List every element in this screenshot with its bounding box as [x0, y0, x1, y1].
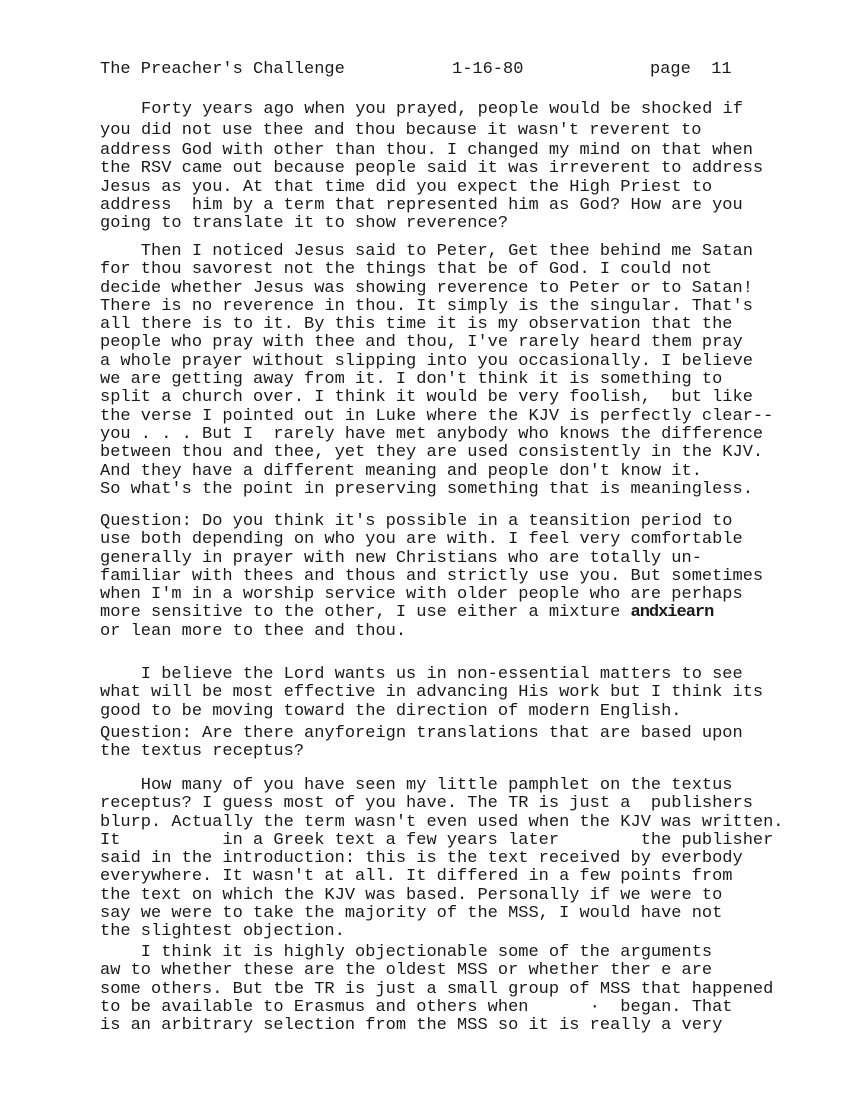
text-line: going to translate it to show reverence?	[100, 214, 509, 234]
text-line: It in a Greek text a few years later the publisher	[100, 830, 774, 850]
opening-line-2a: you	[100, 121, 131, 140]
text-line: all there is to it. By this time it is my observation that the	[100, 315, 733, 335]
text-line: say we were to take the majority of the MSS, I would have not	[100, 904, 723, 924]
text-line: Then I noticed Jesus said to Peter, Get thee behind me Satan	[100, 242, 753, 261]
text-line: the text on which the KJV was based. Personally if we were to	[100, 885, 723, 905]
text-line: the slightest objection.	[100, 922, 345, 942]
text-line: How many of you have seen my little pamphlet on the textus	[100, 776, 733, 795]
struck-text: andxiearn	[630, 603, 714, 623]
opening-line-1: Forty years ago when you prayed, people would be shocked if	[141, 100, 743, 119]
text-line: you . . . But I rarely have met anybody who knows the difference	[100, 424, 764, 444]
text-line: the verse I pointed out in Luke where the KJV is perfectly clear--	[100, 406, 774, 426]
text-line: address him by a term that represented him as God? How are you	[100, 195, 743, 215]
text-line: And they have a different meaning and people don't know it.	[100, 461, 702, 481]
paragraph-modern-english	[100, 666, 763, 721]
document-date: 1-16-80	[452, 60, 524, 79]
opening-paragraph	[100, 142, 763, 233]
paragraph-oldest-mss	[100, 944, 773, 1035]
paragraph-textus-receptus	[100, 777, 784, 942]
text-line: is an arbitrary selection from the MSS so it is really a very	[100, 1016, 723, 1036]
page-number: page 11	[650, 60, 732, 79]
question-foreign-translations	[100, 725, 743, 762]
question-transition	[100, 513, 763, 641]
text-line: more sensitive to the other, I use either a mixture andxiearn	[100, 603, 714, 623]
text-line: I believe the Lord wants us in non-essential matters to see	[100, 665, 743, 684]
opening-line-2c: use thee and thou because it wasn't reverent to	[222, 121, 702, 140]
text-line: I think it is highly objectionable some of the arguments	[100, 943, 713, 962]
text-line: Jesus as you. At that time did you expect the High Priest to	[100, 177, 713, 197]
opening-line-2b: did not	[141, 121, 213, 140]
text-line: Question: Do you think it's possible in a teansition period to	[100, 512, 733, 531]
text-line: the textus receptus?	[100, 742, 305, 762]
text-line: or lean more to thee and thou.	[100, 621, 407, 641]
text-line: aw to whether these are the oldest MSS or whether ther e are	[100, 961, 713, 981]
text-line: generally in prayer with new Christians who are totally un-	[100, 548, 702, 568]
text-line: what will be most effective in advancing His work but I think its	[100, 683, 764, 703]
text-line: There is no reverence in thou. It simply is the singular. That's	[100, 296, 753, 316]
text-line: address God with other than thou. I changed my mind on that when	[100, 141, 753, 160]
text-line: a whole prayer without slipping into you occasionally. I believe	[100, 351, 753, 371]
text-line: everywhere. It wasn't at all. It differed in a few points from	[100, 867, 733, 887]
text-line: to be available to Erasmus and others when · began. That	[100, 997, 733, 1017]
text-line: said in the introduction: this is the text received by everbody	[100, 849, 743, 869]
text-line: for thou savorest not the things that be of God. I could not	[100, 260, 713, 280]
text-line: familiar with thees and thous and strictly use you. But sometimes	[100, 566, 764, 586]
text-line: split a church over. I think it would be very foolish, but like	[100, 388, 753, 408]
text-line: receptus? I guess most of you have. The TR is just a publishers	[100, 794, 753, 814]
text-line: decide whether Jesus was showing reverence to Peter or to Satan!	[100, 278, 753, 298]
text-line: good to be moving toward the direction of modern English.	[100, 701, 682, 721]
paragraph-thee-thou	[100, 243, 773, 499]
text-line: when I'm in a worship service with older people who are perhaps	[100, 585, 743, 605]
document-title: The Preacher's Challenge	[100, 60, 345, 79]
text-line: we are getting away from it. I don't think it is something to	[100, 370, 723, 390]
text-line: So what's the point in preserving something that is meaningless.	[100, 479, 753, 499]
text-line: between thou and thee, yet they are used consistently in the KJV.	[100, 443, 764, 463]
text-line: the RSV came out because people said it was irreverent to address	[100, 159, 764, 179]
text-line: blurp. Actually the term wasn't even used when the KJV was written.	[100, 812, 784, 832]
text-line: Question: Are there anyforeign translations that are based upon	[100, 724, 743, 743]
text-line: use both depending on who you are with. I feel very comfortable	[100, 530, 743, 550]
text-line: some others. But tbe TR is just a small group of MSS that happened	[100, 979, 774, 999]
text-line: people who pray with thee and thou, I've rarely heard them pray	[100, 333, 743, 353]
